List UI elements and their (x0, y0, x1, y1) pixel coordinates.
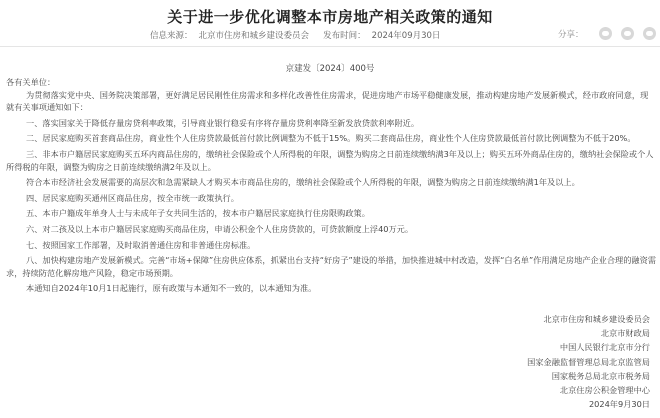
signatory: 国家金融监督管理总局北京监管局 (527, 356, 650, 367)
date-value: 2024年09月30日 (371, 31, 441, 41)
signatory: 北京市财政局 (600, 328, 650, 339)
policy-item-7: 七、按照国家工作部署，及时取消普通住房和非普通住房标准。 (26, 239, 256, 250)
policy-item-6: 六、对二孩及以上本市户籍居民家庭购买商品住房，申请公积金个人住房贷款的，可贷款额度上浮40万元。 (26, 223, 414, 234)
signatory: 中国人民银行北京市分行 (559, 342, 650, 353)
info-bar (0, 26, 660, 42)
intro-paragraph: 为贯彻落实党中央、国务院决策部署，更好满足居民刚性住房需求和多样化改善性住房需求，促进房地产市场平稳健康发展，推动构建房地产发展新模式，经市政府同意，现就有关事项通知如下： (6, 89, 649, 113)
effective-date-note: 本通知自2024年10月1日起施行，原有政策与本通知不一致的，以本通知为准。 (26, 283, 317, 294)
policy-item-2: 二、居民家庭购买首套商品住房，商业性个人住房贷款最低首付款比例调整为不低于15%。购买二套商品住房，商业性个人住房贷款最低首付款比例调整为不低于20%。 (26, 133, 636, 144)
policy-item-1: 一、落实国家关于降低存量房贷利率政策，引导商业银行稳妥有序将存量房贷利率降至新发放贷款利率附近。 (26, 117, 420, 128)
meta-info (150, 29, 446, 41)
header-divider (0, 46, 660, 47)
signatory: 北京住房公积金管理中心 (559, 385, 650, 396)
date-label: 发布时间： (323, 31, 366, 41)
policy-item-3: 三、非本市户籍居民家庭购买五环内商品住房的，缴纳社会保险或个人所得税的年限，调整为购房之日前连续缴纳满3年及以上；购买五环外商品住房的，缴纳社会保险或个人所得税的年限，调整为购房之日前连续缴纳满2年及以上。 (6, 148, 654, 172)
signatories (450, 312, 650, 411)
policy-item-4: 四、居民家庭购买通州区商品住房，按全市统一政策执行。 (26, 192, 239, 203)
source-label: 信息来源： (150, 31, 193, 41)
weibo-icon[interactable] (621, 27, 634, 40)
page-title: 关于进一步优化调整本市房地产相关政策的通知 (167, 8, 493, 26)
signatory: 国家税务总局北京市税务局 (551, 370, 650, 381)
wechat-icon[interactable] (599, 27, 612, 40)
source-value: 北京市住房和城乡建设委员会 (198, 31, 310, 41)
document-body (6, 76, 656, 295)
salutation: 各有关单位： (6, 77, 56, 87)
policy-item-5: 五、本市户籍成年单身人士与未成年子女共同生活的，按本市户籍居民家庭执行住房限购政策。 (26, 208, 370, 219)
policy-item-8: 八、加快构建房地产发展新模式。完善“市场+保障”住房供应体系，抓紧出台支持“好房子”建设的举措，加快推进城中村改造，发挥“白名单”作用满足房地产企业合理的融资需求，持续防范化解房地产风险，稳定市场预期。 (6, 255, 656, 278)
share-label: 分享： (558, 29, 584, 40)
document-number: 京建发〔2024〕400号 (285, 64, 375, 74)
qzone-icon[interactable] (643, 27, 656, 40)
share-bar (558, 27, 656, 40)
signing-date: 2024年9月30日 (588, 399, 650, 410)
policy-item-3-talent: 符合本市经济社会发展需要的高层次和急需紧缺人才购买本市商品住房的，缴纳社会保险或个人所得税的年限，调整为购房之日前连续缴纳满1年及以上。 (26, 177, 580, 188)
signatory: 北京市住房和城乡建设委员会 (543, 314, 650, 324)
